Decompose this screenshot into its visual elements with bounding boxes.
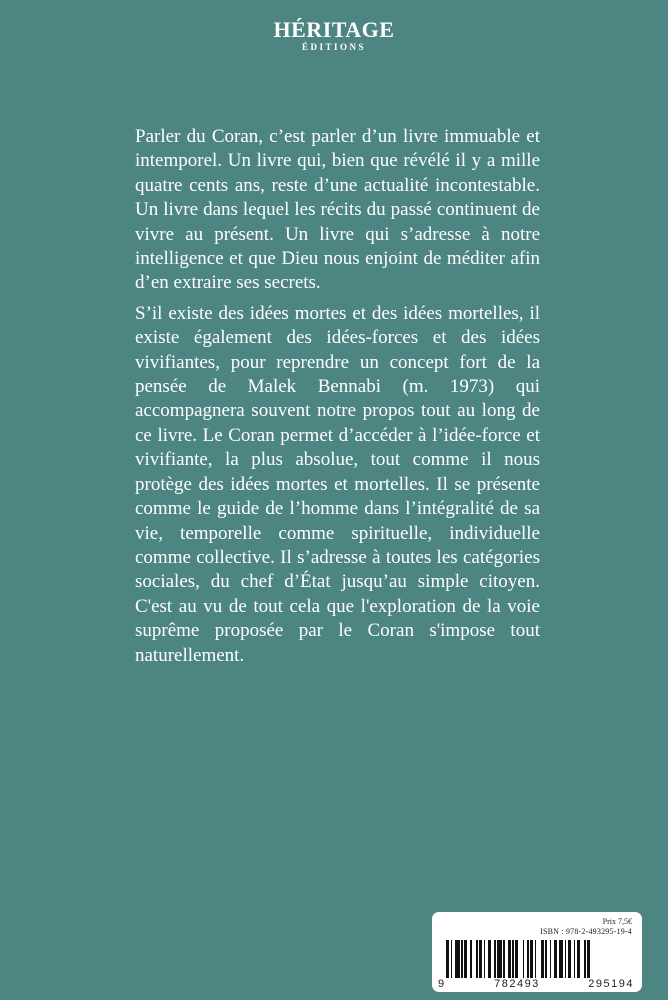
back-cover-blurb [135,125,540,674]
publisher-subtitle: ÉDITIONS [301,42,366,52]
ean-digits [438,978,634,990]
publisher-logo [0,18,668,52]
isbn-label: ISBN : 978-2-493295-19-4 [540,927,632,936]
blurb-paragraph-2: S’il existe des idées mortes et des idées mortelles, il existe également des idées-forces et des idées vivifiantes, pour reprendre un concept fort de la pensée de Malek Bennabi (m. 1973) qui accompagnera souvent notre propos tout au long de ce livre. Le Coran permet d’accéder à l’idée-force et vivifiante, la plus absolue, tout comme il nous protège des idées mortes et mortelles. Il se présente comme le guide de l’homme dans l’intégralité de sa vie, temporelle comme spirituelle, individuelle comme collective. Il s’adresse à toutes les catégories sociales, du chef d’État jusqu’au simple citoyen. C'est au vu de tout cela que l'exploration de la voie suprême proposée par le Coran s'impose tout naturellement. [135,302,540,666]
blurb-paragraph-1: Parler du Coran, c’est parler d’un livre immuable et intemporel. Un livre qui, bien que révélé il y a mille quatre cents ans, reste d’une actualité incontestable. Un livre dans lequel les récits du passé continuent de vivre au présent. Un livre qui s’adresse à notre intelligence et que Dieu nous enjoint de méditer afin d’en extraire ses secrets. [135,126,540,294]
ean-right-digits: 295194 [588,978,634,990]
ean-first-digit: 9 [438,978,446,990]
ean-left-digits: 782493 [494,978,540,990]
barcode-bars [446,940,630,978]
barcode-bar [590,940,592,978]
barcode-sticker [432,912,642,992]
price-label: Prix 7,5€ [602,917,632,926]
publisher-name: HÉRITAGE [273,17,395,42]
